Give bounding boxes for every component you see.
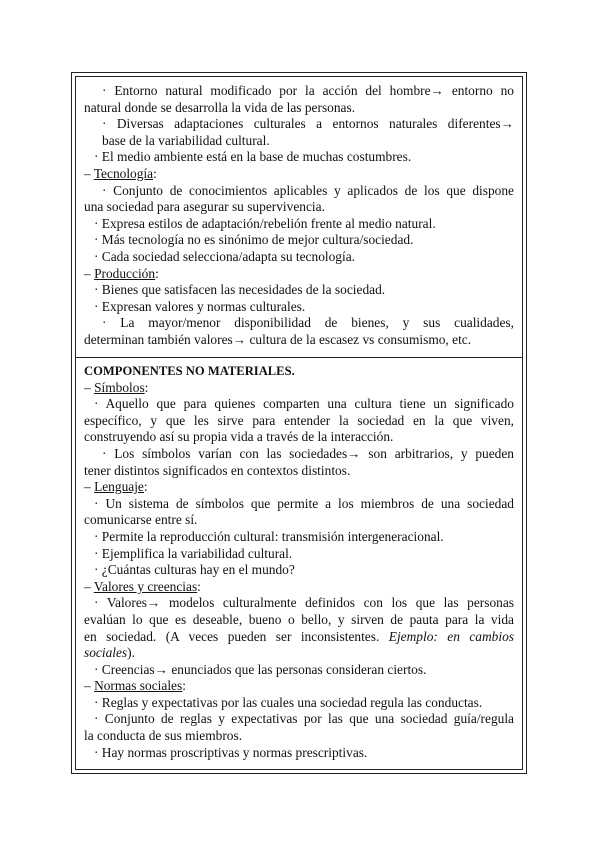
text-line: · La mayor/menor disponibilidad de bienes, y sus cualidades, <box>102 315 514 331</box>
text-line: · Expresan valores y normas culturales. <box>94 298 306 314</box>
text-line: · Conjunto de reglas y expectativas por las que una sociedad guía/regula <box>94 711 514 727</box>
text-line: · Creencias→ enunciados que las personas consideran ciertos. <box>94 661 427 677</box>
normas-title: Normas sociales <box>94 678 183 694</box>
non-material-components-section <box>76 363 522 761</box>
text-line: base de la variabilidad cultural. <box>102 132 270 148</box>
simbolos-title: Símbolos <box>94 379 145 395</box>
colon: : <box>144 379 149 395</box>
text-line: · Entorno natural modificado por la acción del hombre→ entorno no <box>102 83 514 98</box>
text-line: · Permite la reproducción cultural: transmisión intergeneracional. <box>94 528 444 544</box>
tecnologia-title: Tecnología <box>93 165 154 181</box>
text-line: · Valores→ modelos culturalmente definidos con los que las personas <box>94 595 514 611</box>
dash: – <box>84 578 91 594</box>
subsection-simbolos <box>84 380 514 397</box>
text-line: determinan también valores→ cultura de la escasez vs consumismo, etc. <box>84 331 472 347</box>
text-line: la conducta de sus miembros. <box>84 728 243 744</box>
text-fragment: ). <box>127 645 135 661</box>
example-text: sociales <box>84 645 128 661</box>
subsection-valores <box>84 579 514 596</box>
text-line <box>84 629 514 646</box>
text-line: una sociedad para asegurar su supervivencia. <box>84 199 325 215</box>
text-line: · Los símbolos varían con las sociedades→ son arbitrarios, y pueden <box>102 445 514 461</box>
section-divider <box>76 357 522 358</box>
text-line: · Reglas y expectativas por las cuales una sociedad regula las conductas. <box>94 694 483 710</box>
colon: : <box>155 265 159 281</box>
text-line: · Más tecnología no es sinónimo de mejor cultura/sociedad. <box>94 232 414 248</box>
inner-frame <box>75 76 523 770</box>
text-line: · Cada sociedad selecciona/adapta su tecnología. <box>94 248 356 264</box>
dash: – <box>84 678 91 694</box>
outer-frame <box>71 72 527 774</box>
text-line: · ¿Cuántas culturas hay en el mundo? <box>94 562 295 578</box>
dash: – <box>84 265 91 281</box>
dash: – <box>84 479 91 495</box>
text-line: comunicarse entre sí. <box>84 512 198 528</box>
colon: : <box>143 479 148 495</box>
subsection-produccion <box>84 266 514 283</box>
valores-title: Valores y creencias <box>93 578 198 594</box>
produccion-title: Producción <box>94 265 156 281</box>
text-line: · Aquello que para quienes comparten una cultura tiene un significado <box>94 396 514 412</box>
colon: : <box>182 678 186 694</box>
text-line: · Ejemplifica la variabilidad cultural. <box>94 545 293 561</box>
text-fragment: en sociedad. (A veces pueden ser inconsistentes. <box>84 628 380 644</box>
example-text: Ejemplo: en cambios <box>388 628 514 644</box>
text-line: · Expresa estilos de adaptación/rebelión frente al medio natural. <box>94 215 436 231</box>
dash: – <box>84 165 91 181</box>
text-line: · Un sistema de símbolos que permite a los miembros de una sociedad <box>94 495 514 511</box>
text-line: construyendo así su propia vida a través de la interacción. <box>84 429 394 445</box>
text-line: evalúan lo que es deseable, bueno o bello, y sirven de pauta para la vida <box>84 611 514 627</box>
text-line: · Hay normas proscriptivas y normas prescriptivas. <box>94 744 368 760</box>
text-line: · Conjunto de conocimientos aplicables y aplicados de los que dispone <box>102 182 514 198</box>
text-line: específico, y que les sirve para entender la sociedad en la que viven, <box>84 412 514 428</box>
dash: – <box>84 379 91 395</box>
subsection-normas <box>84 678 514 695</box>
text-line: · Diversas adaptaciones culturales a entornos naturales diferentes→ <box>102 116 514 132</box>
colon: : <box>153 165 157 181</box>
section-heading: COMPONENTES NO MATERIALES. <box>84 364 295 378</box>
subsection-tecnologia <box>84 166 514 183</box>
text-line: tener distintos significados en contextos distintos. <box>84 462 351 478</box>
text-line: · Bienes que satisfacen las necesidades de la sociedad. <box>94 282 386 298</box>
material-components-section <box>76 83 522 349</box>
text-line <box>84 645 514 662</box>
subsection-lenguaje <box>84 479 514 496</box>
text-line: · El medio ambiente está en la base de muchas costumbres. <box>94 149 412 165</box>
text-line: natural donde se desarrolla la vida de las personas. <box>84 99 356 115</box>
colon: : <box>197 578 201 594</box>
lenguaje-title: Lenguaje <box>94 479 144 495</box>
